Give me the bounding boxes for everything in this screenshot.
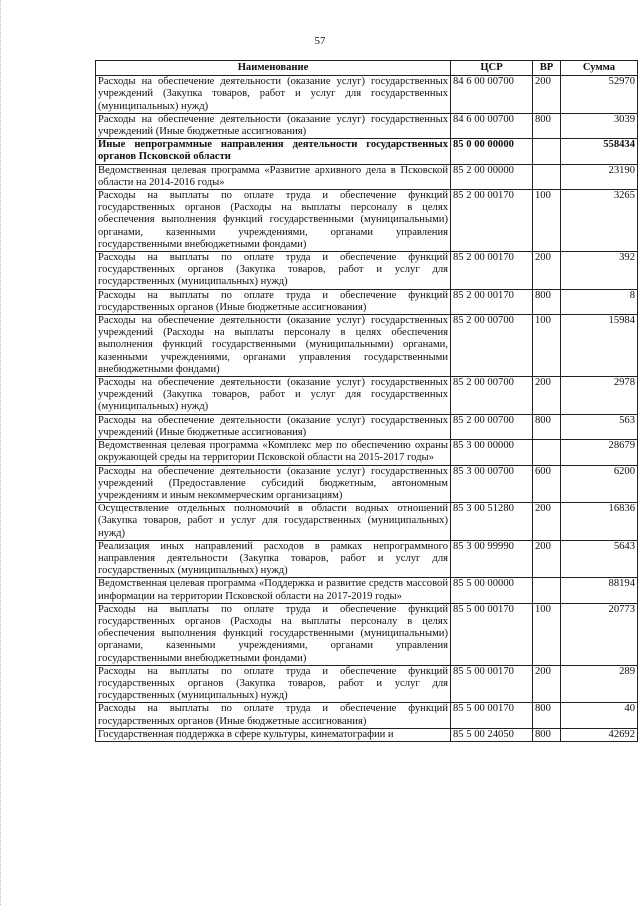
table-row xyxy=(96,503,638,541)
cell-csr: 85 2 00 00700 xyxy=(451,377,533,415)
table-row xyxy=(96,603,638,665)
cell-name: Ведомственная целевая программа «Развитие архивного дела в Псковской области на 2014-2016 годы» xyxy=(96,164,451,189)
cell-csr: 85 3 00 51280 xyxy=(451,503,533,541)
table-row xyxy=(96,289,638,314)
cell-name: Государственная поддержка в сфере культуры, кинематографии и xyxy=(96,728,451,741)
cell-vr: 600 xyxy=(533,465,561,503)
cell-vr: 200 xyxy=(533,503,561,541)
page-number: 57 xyxy=(314,35,326,47)
cell-vr xyxy=(533,440,561,465)
cell-csr: 85 5 00 24050 xyxy=(451,728,533,741)
column-header-name: Наименование xyxy=(96,61,451,76)
table-row xyxy=(96,190,638,252)
cell-csr: 85 2 00 00170 xyxy=(451,252,533,290)
table-row xyxy=(96,315,638,377)
cell-vr xyxy=(533,139,561,164)
cell-sum: 8 xyxy=(561,289,638,314)
cell-sum: 5643 xyxy=(561,540,638,578)
cell-sum: 392 xyxy=(561,252,638,290)
cell-vr: 200 xyxy=(533,76,561,114)
cell-name: Расходы на обеспечение деятельности (оказание услуг) государственных учреждений (Иные бюджетные ассигнования) xyxy=(96,113,451,138)
cell-name: Расходы на выплаты по оплате труда и обеспечение функций государственных органов (Закупка товаров, работ и услуг для государственных (муниципальных) нужд) xyxy=(96,665,451,703)
scan-edge xyxy=(0,0,3,905)
cell-csr: 84 6 00 00700 xyxy=(451,113,533,138)
cell-vr: 200 xyxy=(533,252,561,290)
cell-vr: 800 xyxy=(533,113,561,138)
cell-csr: 85 3 00 00700 xyxy=(451,465,533,503)
table-row xyxy=(96,440,638,465)
cell-sum: 28679 xyxy=(561,440,638,465)
cell-sum: 563 xyxy=(561,414,638,439)
cell-vr: 800 xyxy=(533,728,561,741)
column-header-sum: Сумма xyxy=(561,61,638,76)
cell-name: Расходы на обеспечение деятельности (оказание услуг) государственных учреждений (Закупка товаров, работ и услуг для государственных (муниципальных) нужд) xyxy=(96,76,451,114)
table-row xyxy=(96,728,638,741)
cell-name: Расходы на обеспечение деятельности (оказание услуг) государственных учреждений (Закупка товаров, работ и услуг для государственных (муниципальных) нужд) xyxy=(96,377,451,415)
table-header-row xyxy=(96,61,638,76)
cell-csr: 85 5 00 00170 xyxy=(451,665,533,703)
table-row xyxy=(96,252,638,290)
cell-name: Расходы на обеспечение деятельности (оказание услуг) государственных учреждений (Предоставление субсидий бюджетным, автономным учреждениям и иным некоммерческим организациям) xyxy=(96,465,451,503)
cell-csr: 84 6 00 00700 xyxy=(451,76,533,114)
cell-sum: 2978 xyxy=(561,377,638,415)
column-header-csr: ЦСР xyxy=(451,61,533,76)
cell-vr: 100 xyxy=(533,190,561,252)
cell-sum: 3039 xyxy=(561,113,638,138)
cell-sum: 88194 xyxy=(561,578,638,603)
cell-csr: 85 2 00 00000 xyxy=(451,164,533,189)
cell-name: Расходы на выплаты по оплате труда и обеспечение функций государственных органов (Расходы на выплаты персоналу в целях обеспечения выполнения функций государственными (муниципальными) органами, казенными учреждениями, органами управления государственными внебюджетными фондами) xyxy=(96,190,451,252)
cell-sum: 558434 xyxy=(561,139,638,164)
cell-vr: 800 xyxy=(533,289,561,314)
cell-csr: 85 2 00 00700 xyxy=(451,315,533,377)
cell-csr: 85 2 00 00700 xyxy=(451,414,533,439)
cell-name: Расходы на выплаты по оплате труда и обеспечение функций государственных органов (Закупка товаров, работ и услуг для государственных (муниципальных) нужд) xyxy=(96,252,451,290)
table-body xyxy=(96,76,638,742)
cell-name: Расходы на обеспечение деятельности (оказание услуг) государственных учреждений (Иные бюджетные ассигнования) xyxy=(96,414,451,439)
table-row xyxy=(96,540,638,578)
cell-vr: 200 xyxy=(533,540,561,578)
cell-vr: 800 xyxy=(533,703,561,728)
cell-name: Расходы на обеспечение деятельности (оказание услуг) государственных учреждений (Расходы на выплаты персоналу в целях обеспечения выполнения функций государственными (муниципальными) органами, казенными учреждениями, органами управления государственными внебюджетными фондами) xyxy=(96,315,451,377)
cell-csr: 85 2 00 00170 xyxy=(451,289,533,314)
cell-sum: 40 xyxy=(561,703,638,728)
table-row xyxy=(96,665,638,703)
cell-sum: 20773 xyxy=(561,603,638,665)
column-header-vr: ВР xyxy=(533,61,561,76)
cell-name: Иные непрограммные направления деятельности государственных органов Псковской области xyxy=(96,139,451,164)
cell-name: Расходы на выплаты по оплате труда и обеспечение функций государственных органов (Расходы на выплаты персоналу в целях обеспечения выполнения функций государственными (муниципальными) органами, казенными учреждениями, органами управления государственными внебюджетными фондами) xyxy=(96,603,451,665)
cell-name: Расходы на выплаты по оплате труда и обеспечение функций государственных органов (Иные бюджетные ассигнования) xyxy=(96,703,451,728)
cell-csr: 85 3 00 99990 xyxy=(451,540,533,578)
cell-sum: 42692 xyxy=(561,728,638,741)
cell-sum: 52970 xyxy=(561,76,638,114)
table-row xyxy=(96,113,638,138)
cell-vr: 200 xyxy=(533,377,561,415)
table-row xyxy=(96,139,638,164)
cell-vr xyxy=(533,164,561,189)
table-row xyxy=(96,164,638,189)
table-row xyxy=(96,414,638,439)
cell-csr: 85 0 00 00000 xyxy=(451,139,533,164)
table-row xyxy=(96,703,638,728)
table-row xyxy=(96,377,638,415)
table-row xyxy=(96,76,638,114)
cell-sum: 23190 xyxy=(561,164,638,189)
cell-csr: 85 2 00 00170 xyxy=(451,190,533,252)
cell-name: Реализация иных направлений расходов в рамках непрограммного направления деятельности (Закупка товаров, работ и услуг для государственных (муниципальных) нужд) xyxy=(96,540,451,578)
cell-csr: 85 5 00 00170 xyxy=(451,703,533,728)
cell-csr: 85 5 00 00170 xyxy=(451,603,533,665)
cell-vr: 100 xyxy=(533,315,561,377)
table-row xyxy=(96,465,638,503)
cell-sum: 3265 xyxy=(561,190,638,252)
cell-sum: 15984 xyxy=(561,315,638,377)
cell-vr: 800 xyxy=(533,414,561,439)
cell-vr: 100 xyxy=(533,603,561,665)
cell-name: Ведомственная целевая программа «Комплекс мер по обеспечению охраны окружающей среды на территории Псковской области на 2015-2017 годы» xyxy=(96,440,451,465)
cell-csr: 85 5 00 00000 xyxy=(451,578,533,603)
table-row xyxy=(96,578,638,603)
cell-vr xyxy=(533,578,561,603)
cell-csr: 85 3 00 00000 xyxy=(451,440,533,465)
cell-name: Расходы на выплаты по оплате труда и обеспечение функций государственных органов (Иные бюджетные ассигнования) xyxy=(96,289,451,314)
cell-sum: 289 xyxy=(561,665,638,703)
budget-table xyxy=(95,60,638,742)
cell-vr: 200 xyxy=(533,665,561,703)
cell-sum: 6200 xyxy=(561,465,638,503)
cell-sum: 16836 xyxy=(561,503,638,541)
cell-name: Ведомственная целевая программа «Поддержка и развитие средств массовой информации на территории Псковской области на 2017-2019 годы» xyxy=(96,578,451,603)
cell-name: Осуществление отдельных полномочий в области водных отношений (Закупка товаров, работ и услуг для государственных (муниципальных) нужд) xyxy=(96,503,451,541)
